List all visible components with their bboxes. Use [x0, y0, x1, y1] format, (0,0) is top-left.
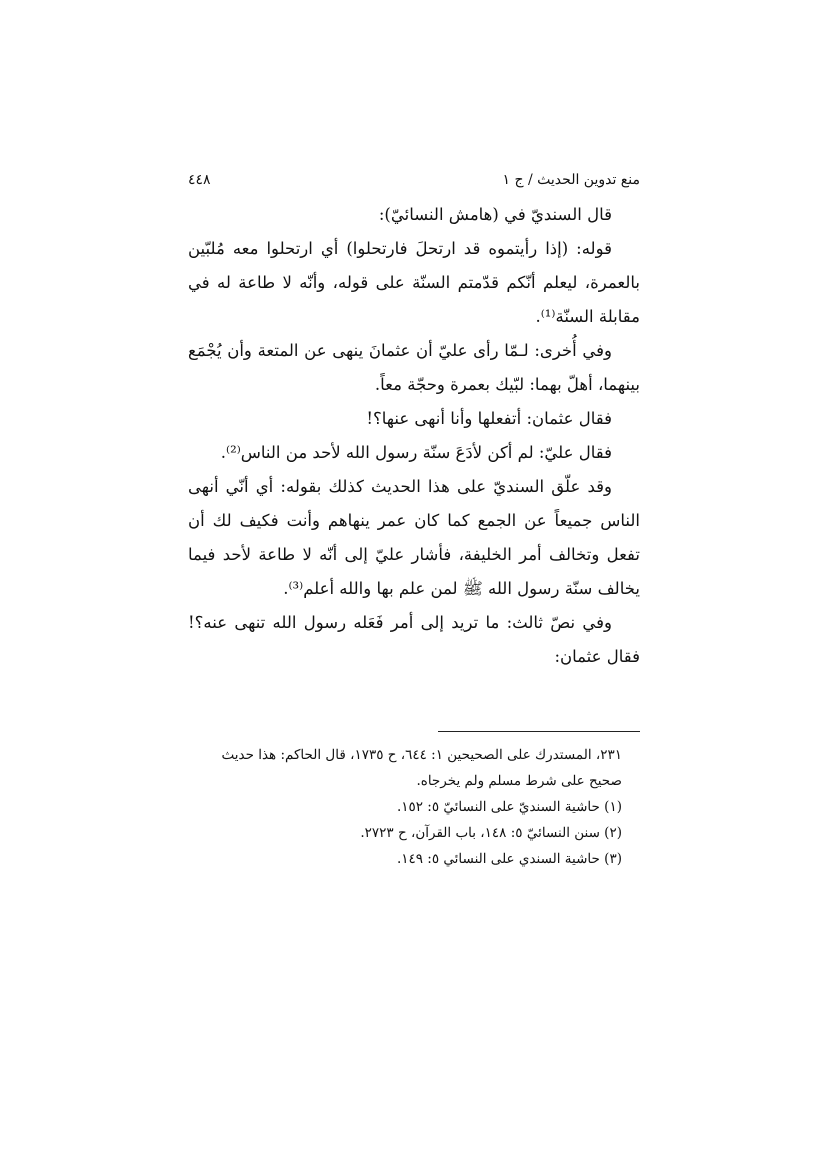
footnote-2: (٢) سنن النسائيّ ٥: ١٤٨، باب القرآن، ح ٢٧٢٣.	[360, 825, 622, 841]
footnote-reference: ٢٣١، المستدرك على الصحيحين ١: ٦٤٤، ح ١٧٣٥، قال الحاكم: هذا حديث	[221, 747, 622, 763]
footnote-separator	[438, 731, 640, 732]
paragraph: فقال عثمان: أتفعلها وأنا أنهى عنها؟!	[366, 409, 612, 428]
main-text	[188, 198, 640, 674]
page-number: ٤٤٨	[188, 172, 211, 188]
paragraph: قوله: (إذا رأيتموه قد ارتحلَ فارتحلوا) أي ارتحلوا معه مُلبّين بالعمرة، ليعلم أنّكم قدّمتم السنّة على قوله، وأنّه لا طاعة له في مقابلة السنّة⁽¹⁾.	[188, 239, 640, 326]
paragraph: فقال عليّ: لم أكن لأدَعَ سنّة رسول الله لأحد من الناس⁽²⁾.	[220, 443, 612, 462]
footnote-3: (٣) حاشية السندي على النسائي ٥: ١٤٩.	[396, 851, 622, 867]
paragraph: قال السنديّ في (هامش النسائيّ):	[378, 205, 612, 224]
running-header	[188, 168, 640, 192]
footnotes	[188, 742, 640, 872]
book-title: منع تدوين الحديث / ج ١	[502, 172, 640, 188]
footnote-reference-continued: صحيح على شرط مسلم ولم يخرجاه.	[416, 773, 622, 789]
paragraph: وفي أُخرى: لـمّا رأى عليّ أن عثمانَ ينهى عن المتعة وأن يُجْمَع بينهما، أهلّ بهما: لبّيك بعمرة وحجّة معاً.	[188, 341, 640, 394]
footnote-1: (١) حاشية السنديّ على النسائيّ ٥: ١٥٢.	[396, 799, 622, 815]
paragraph: وقد علّق السنديّ على هذا الحديث كذلك بقوله: أي أنّي أنهى الناس جميعاً عن الجمع كما كان عمر ينهاهم وأنت فكيف لك أن تفعل وتخالف أمر الخليفة، فأشار عليّ إلى أنّه لا طاعة لأحد فيما يخالف سنّة رسول الله ﷺ لمن علم بها والله أعلم⁽³⁾.	[188, 477, 640, 598]
paragraph: وفي نصّ ثالث: ما تريد إلى أمر فَعَله رسول الله تنهى عنه؟! فقال عثمان:	[188, 613, 640, 666]
